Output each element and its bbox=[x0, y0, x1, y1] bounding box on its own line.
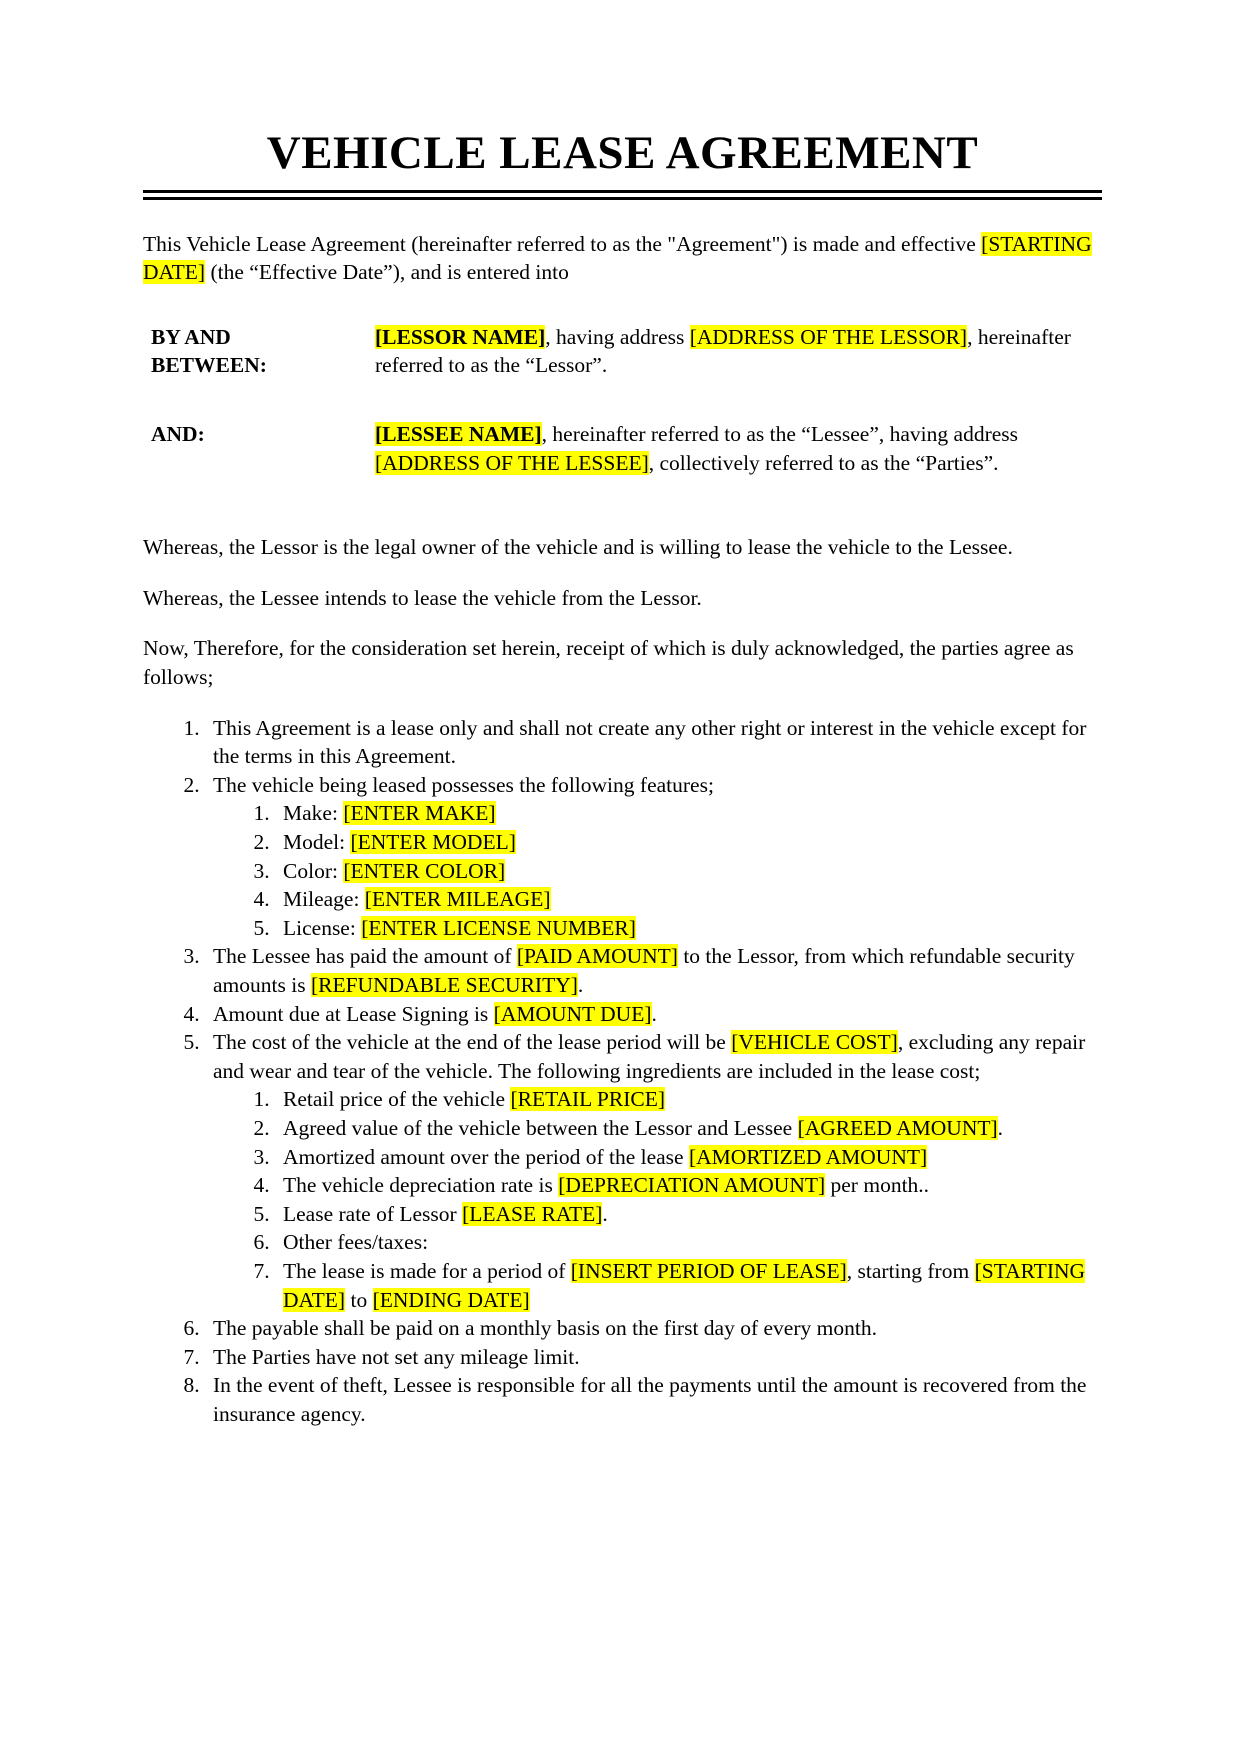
field-lessee-name[interactable]: [LESSEE NAME] bbox=[375, 422, 542, 447]
lessor-mid-text: , having address bbox=[545, 324, 690, 349]
field-starting-date[interactable]: [STARTING DATE] bbox=[143, 231, 1092, 285]
party-label-lessor-line2: BETWEEN: bbox=[151, 353, 267, 378]
intro-text-after: (the “Effective Date”), and is entered into bbox=[205, 260, 569, 285]
cost-item-lease-period bbox=[275, 1257, 1102, 1314]
cost-item-lease-period-label: The lease is made for a period of bbox=[283, 1258, 571, 1283]
clause-6: 6. The payable shall be paid on a monthly basis on the first day of every month. bbox=[205, 1314, 1102, 1343]
cost-item-depreciation-suffix: per month.. bbox=[825, 1173, 930, 1198]
cost-item-agreed-value-suffix: . bbox=[997, 1115, 1004, 1140]
field-enter-mileage[interactable]: [ENTER MILEAGE] bbox=[364, 887, 551, 912]
party-block-lessee bbox=[143, 420, 1102, 477]
title-divider bbox=[143, 190, 1102, 200]
cost-item-lease-period-to: to bbox=[345, 1287, 373, 1312]
recital-1: Whereas, the Lessor is the legal owner of the vehicle and is willing to lease the vehicle to the Lessee. bbox=[143, 535, 1013, 560]
lessee-mid-text: , hereinafter referred to as the “Lessee”, having address bbox=[541, 422, 1019, 447]
feature-model bbox=[275, 828, 1102, 857]
clause-list bbox=[143, 714, 1102, 1429]
field-retail-price[interactable]: [RETAIL PRICE] bbox=[510, 1087, 665, 1112]
field-depreciation-amount[interactable]: [DEPRECIATION AMOUNT] bbox=[558, 1173, 826, 1198]
feature-color bbox=[275, 857, 1102, 886]
clause-5 bbox=[205, 1028, 1102, 1314]
cost-item-retail-price bbox=[275, 1085, 1102, 1114]
clause-8: 8. In the event of theft, Lessee is responsible for all the payments until the amount is recovered from the insurance agency. bbox=[205, 1371, 1102, 1428]
feature-license-label: License: bbox=[283, 915, 362, 940]
field-amortized-amount[interactable]: [AMORTIZED AMOUNT] bbox=[688, 1144, 928, 1169]
party-label-lessee bbox=[143, 420, 375, 477]
feature-mileage-label: Mileage: bbox=[283, 887, 365, 912]
page-title: VEHICLE LEASE AGREEMENT bbox=[266, 127, 979, 179]
lessee-after-text: , collectively referred to as the “Parties”. bbox=[648, 450, 999, 475]
field-vehicle-cost[interactable]: [VEHICLE COST] bbox=[731, 1030, 898, 1055]
field-lessee-address[interactable]: [ADDRESS OF THE LESSEE] bbox=[375, 450, 649, 475]
field-refundable-security[interactable]: [REFUNDABLE SECURITY] bbox=[310, 972, 578, 997]
cost-item-depreciation bbox=[275, 1171, 1102, 1200]
feature-mileage bbox=[275, 885, 1102, 914]
feature-make-label: Make: bbox=[283, 801, 344, 826]
recital-2: Whereas, the Lessee intends to lease the vehicle from the Lessor. bbox=[143, 585, 702, 610]
cost-item-other-fees-label: Other fees/taxes: bbox=[283, 1230, 429, 1255]
intro-text-before: This Vehicle Lease Agreement (hereinafter referred to as the "Agreement") is made and effective bbox=[143, 231, 982, 256]
feature-color-label: Color: bbox=[283, 858, 344, 883]
clause-1: 1. This Agreement is a lease only and shall not create any other right or interest in the vehicle except for the terms in this Agreement. bbox=[205, 714, 1102, 771]
clause-4 bbox=[205, 1000, 1102, 1029]
clause-3-text-3: . bbox=[577, 972, 584, 997]
cost-item-other-fees bbox=[275, 1228, 1102, 1257]
clause-2 bbox=[205, 771, 1102, 943]
cost-item-lease-rate-label: Lease rate of Lessor bbox=[283, 1201, 463, 1226]
field-agreed-amount[interactable]: [AGREED AMOUNT] bbox=[797, 1115, 998, 1140]
field-enter-make[interactable]: [ENTER MAKE] bbox=[343, 801, 496, 826]
cost-item-lease-rate-suffix: . bbox=[602, 1201, 608, 1226]
field-ending-date[interactable]: [ENDING DATE] bbox=[372, 1287, 530, 1312]
cost-item-agreed-value bbox=[275, 1114, 1102, 1143]
clause-4-text-2: . bbox=[651, 1001, 657, 1026]
cost-item-lease-rate bbox=[275, 1200, 1102, 1229]
field-amount-due[interactable]: [AMOUNT DUE] bbox=[493, 1001, 652, 1026]
party-label-lessor bbox=[143, 323, 375, 380]
clause-3-text-2: to the Lessor, from which refundable security amounts is bbox=[213, 944, 1075, 997]
vehicle-features-list bbox=[213, 799, 1102, 942]
recital-3: Now, Therefore, for the consideration set herein, receipt of which is duly acknowledged, the parties agree as follows; bbox=[143, 636, 1074, 690]
party-block-lessor bbox=[143, 323, 1102, 380]
field-enter-color[interactable]: [ENTER COLOR] bbox=[343, 858, 506, 883]
field-lessor-name[interactable]: [LESSOR NAME] bbox=[375, 324, 546, 349]
field-paid-amount[interactable]: [PAID AMOUNT] bbox=[516, 944, 678, 969]
clause-7: 7. The Parties have not set any mileage limit. bbox=[205, 1343, 1102, 1372]
intro-paragraph bbox=[143, 230, 1102, 287]
field-lessor-address[interactable]: [ADDRESS OF THE LESSOR] bbox=[689, 324, 968, 349]
clause-3 bbox=[205, 942, 1102, 999]
party-label-lessee-line1: AND: bbox=[151, 422, 205, 447]
clause-5-text-1: The cost of the vehicle at the end of the lease period will be bbox=[213, 1030, 732, 1055]
feature-make bbox=[275, 799, 1102, 828]
feature-model-label: Model: bbox=[283, 830, 351, 854]
cost-item-lease-period-mid: , starting from bbox=[846, 1258, 975, 1283]
cost-item-agreed-value-label: Agreed value of the vehicle between the Lessor and Lessee bbox=[283, 1115, 798, 1140]
clause-3-text-1: The Lessee has paid the amount of bbox=[213, 944, 517, 969]
cost-item-amortized bbox=[275, 1143, 1102, 1172]
lessor-after-text: , hereinafter referred to as the “Lessor”. bbox=[375, 324, 1071, 378]
field-starting-date-2[interactable]: [STARTING DATE] bbox=[283, 1258, 1086, 1312]
feature-license bbox=[275, 914, 1102, 943]
party-label-lessor-line1: BY AND bbox=[151, 324, 231, 349]
clause-4-text-1: Amount due at Lease Signing is bbox=[213, 1001, 494, 1026]
cost-item-amortized-label: Amortized amount over the period of the lease bbox=[283, 1144, 689, 1169]
clause-2-intro: The vehicle being leased possesses the following features; bbox=[213, 772, 714, 797]
party-text-lessor bbox=[375, 323, 1102, 380]
field-lease-rate[interactable]: [LEASE RATE] bbox=[462, 1201, 603, 1226]
field-enter-model[interactable]: [ENTER MODEL] bbox=[350, 830, 516, 854]
cost-item-depreciation-label: The vehicle depreciation rate is bbox=[283, 1173, 559, 1198]
clause-5-text-2: , excluding any repair and wear and tear of the vehicle. The following ingredients are included in the lease cost; bbox=[213, 1030, 1086, 1083]
cost-item-retail-price-label: Retail price of the vehicle bbox=[283, 1087, 511, 1112]
party-text-lessee bbox=[375, 420, 1102, 477]
field-enter-license-number[interactable]: [ENTER LICENSE NUMBER] bbox=[361, 915, 636, 940]
field-insert-period-of-lease[interactable]: [INSERT PERIOD OF LEASE] bbox=[570, 1258, 847, 1283]
lease-cost-list bbox=[213, 1085, 1102, 1314]
